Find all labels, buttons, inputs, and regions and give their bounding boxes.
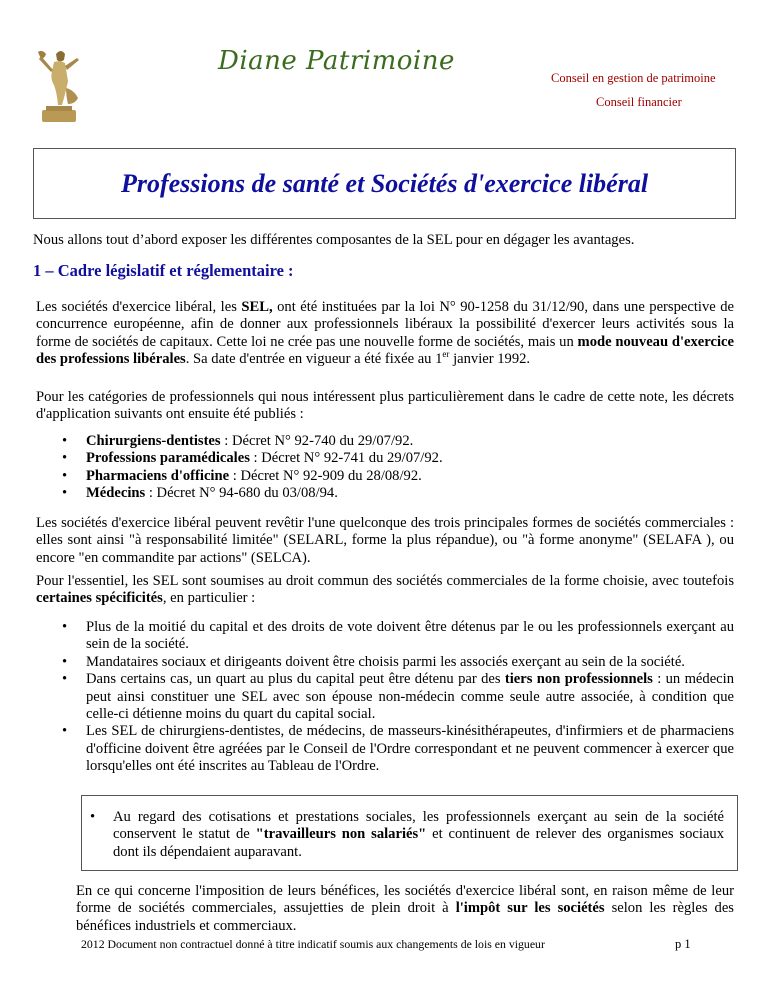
brand-name: Diane Patrimoine xyxy=(218,46,455,76)
title-box xyxy=(33,148,736,219)
intro-paragraph: Nous allons tout d’abord exposer les différentes composantes de la SEL pour en dégager les avantages. xyxy=(33,232,635,248)
social-status-box xyxy=(81,795,738,871)
list-item: • Dans certains cas, un quart au plus du capital peut être détenu par des tiers non professionnels : un médecin peut ainsi constituer une SEL avec son épouse non-médecin comme seule autre associée, à condition que celle-ci détienne moins du quart du capital social. xyxy=(62,671,734,723)
paragraph-sel-definition: Les sociétés d'exercice libéral, les SEL, ont été instituées par la loi N° 90-1258 du 31/12/90, dans une perspective de concurrence européenne, afin de donner aux professionnels libéraux la possibilité d'exercer leurs activités sous la forme de sociétés de capitaux. Cette loi ne crée pas une nouvelle forme de sociétés, mais un mode nouveau d'exercice des professions libérales. Sa date d'entrée en vigueur a été fixée au 1er janvier 1992. xyxy=(36,299,734,368)
paragraph-taxation: En ce qui concerne l'imposition de leurs bénéfices, les sociétés d'exercice libéral sont, en raison même de leur forme de sociétés commerciales, assujetties de plein droit à l'impôt sur les sociétés selon les règles des bénéfices industriels et commerciaux. xyxy=(76,883,734,934)
footer-note: 2012 Document non contractuel donné à titre indicatif soumis aux changements de lois en vigueur xyxy=(81,937,545,951)
page-number: p 1 xyxy=(675,937,691,951)
list-item: • Médecins : Décret N° 94-680 du 03/08/94. xyxy=(62,485,734,502)
section-heading: 1 – Cadre législatif et réglementaire : xyxy=(33,261,294,280)
tagline-financial-advice: Conseil financier xyxy=(596,95,682,109)
list-item: • Professions paramédicales : Décret N° 92-741 du 29/07/92. xyxy=(62,450,734,467)
diana-statue-icon xyxy=(36,46,84,124)
social-status-list xyxy=(90,809,724,861)
tagline-wealth-advice: Conseil en gestion de patrimoine xyxy=(551,71,716,85)
list-item: • Au regard des cotisations et prestations sociales, les professionnels exerçant au sein de la société conservent le statut de "travailleurs non salariés" et continuent de relever des organismes sociaux dont ils dépendaient auparavant. xyxy=(90,809,724,860)
list-item: • Mandataires sociaux et dirigeants doivent être choisis parmi les associés exerçant au sein de la société. xyxy=(62,654,734,671)
specifics-list xyxy=(62,619,734,776)
paragraph-company-forms: Les sociétés d'exercice libéral peuvent revêtir l'une quelconque des trois principales formes de sociétés commerciales : elles sont ainsi "à responsabilité limitée" (SELARL, forme la plus répandue), ou "à forme anonyme" (SELAFA ), ou encore "en commandite par actions" (SELCA). xyxy=(36,515,734,566)
page-title: Professions de santé et Sociétés d'exercice libéral xyxy=(120,169,649,198)
decrees-list xyxy=(62,433,734,503)
list-item: • Pharmaciens d'officine : Décret N° 92-909 du 28/08/92. xyxy=(62,468,734,485)
paragraph-decrees-intro: Pour les catégories de professionnels qui nous intéressent plus particulièrement dans le cadre de cette note, les décrets d'application suivants ont ensuite été publiés : xyxy=(36,389,734,423)
list-item: • Chirurgiens-dentistes : Décret N° 92-740 du 29/07/92. xyxy=(62,433,734,450)
list-item: • Les SEL de chirurgiens-dentistes, de médecins, de masseurs-kinésithérapeutes, d'infirmiers et de pharmaciens d'officine doivent être agréées par le Conseil de l'Ordre correspondant et ne peuvent commencer à exercer que lorsqu'elles ont été inscrites au Tableau de l'Ordre. xyxy=(62,723,734,775)
list-item: • Plus de la moitié du capital et des droits de vote doivent être détenus par le ou les professionnels exerçant au sein de la société. xyxy=(62,619,734,654)
paragraph-specifics-intro: Pour l'essentiel, les SEL sont soumises au droit commun des sociétés commerciales de la forme choisie, avec toutefois certaines spécificités, en particulier : xyxy=(36,573,734,607)
